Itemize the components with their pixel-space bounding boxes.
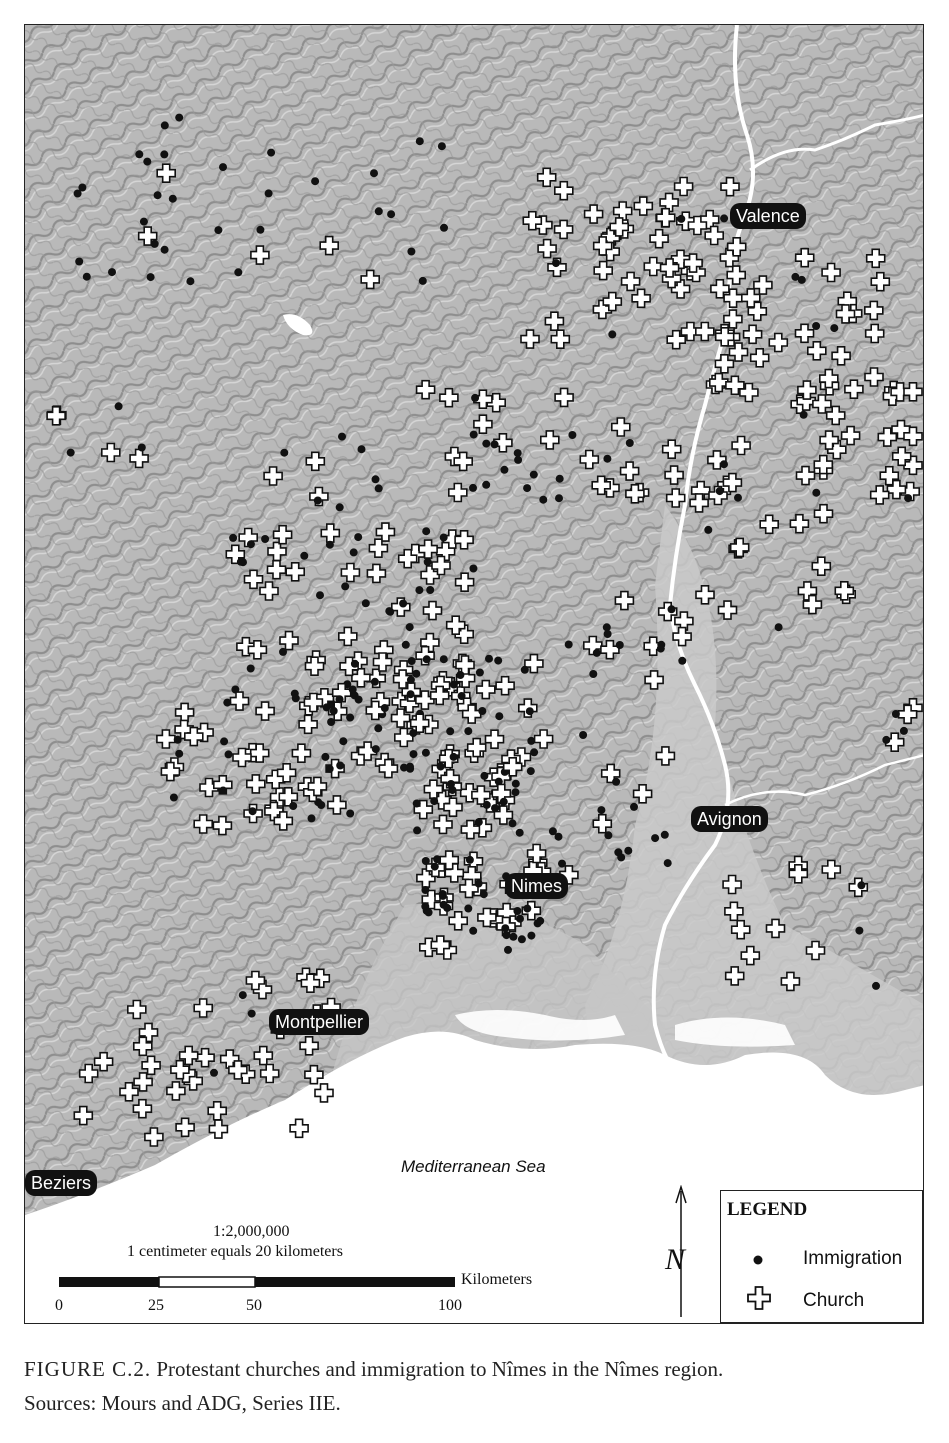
- immigration-dot: [565, 641, 573, 649]
- immigration-dot: [579, 731, 587, 739]
- immigration-dot: [370, 169, 378, 177]
- immigration-dot: [413, 800, 421, 808]
- immigration-dot: [661, 831, 669, 839]
- immigration-dot: [450, 753, 458, 761]
- immigration-dot: [261, 535, 269, 543]
- city-label-valence: Valence: [730, 203, 806, 229]
- immigration-dot: [509, 933, 517, 941]
- immigration-dot: [339, 737, 347, 745]
- immigration-dot: [175, 750, 183, 758]
- immigration-dot: [791, 273, 799, 281]
- immigration-dot: [75, 258, 83, 266]
- immigration-dot: [734, 494, 742, 502]
- immigration-dot: [169, 195, 177, 203]
- city-label-montpellier: Montpellier: [269, 1009, 369, 1035]
- immigration-dot: [430, 797, 438, 805]
- figure-label: FIGURE C.2.: [24, 1357, 152, 1381]
- immigration-dot: [433, 855, 441, 863]
- immigration-dot: [513, 907, 521, 915]
- immigration-dot: [475, 818, 483, 826]
- immigration-dot: [470, 431, 478, 439]
- immigration-dot: [678, 657, 686, 665]
- caption-sources: Sources: Mours and ADG, Series IIE.: [24, 1391, 341, 1415]
- immigration-dot: [800, 411, 808, 419]
- immigration-dot: [422, 527, 430, 535]
- legend-dot-icon: [751, 1253, 765, 1267]
- immigration-dot: [900, 727, 908, 735]
- figure-caption: [24, 1352, 934, 1420]
- immigration-dot: [443, 904, 451, 912]
- immigration-dot: [482, 440, 490, 448]
- scale-tick-100: 100: [438, 1297, 462, 1314]
- immigration-dot: [630, 803, 638, 811]
- immigration-dot: [469, 484, 477, 492]
- immigration-dot: [267, 149, 275, 157]
- immigration-dot: [556, 475, 564, 483]
- immigration-dot: [140, 218, 148, 226]
- immigration-dot: [424, 558, 432, 566]
- immigration-dot: [514, 449, 522, 457]
- immigration-dot: [387, 210, 395, 218]
- immigration-dot: [704, 526, 712, 534]
- immigration-dot: [358, 445, 366, 453]
- legend-title: LEGEND: [727, 1199, 808, 1220]
- immigration-dot: [354, 533, 362, 541]
- immigration-dot: [500, 798, 508, 806]
- immigration-dot: [526, 707, 534, 715]
- immigration-dot: [265, 189, 273, 197]
- immigration-dot: [657, 645, 665, 653]
- immigration-dot: [812, 322, 820, 330]
- immigration-dot: [555, 494, 563, 502]
- immigration-dot: [539, 496, 547, 504]
- immigration-dot: [408, 657, 416, 665]
- immigration-dot: [147, 273, 155, 281]
- immigration-dot: [527, 932, 535, 940]
- immigration-dot: [523, 905, 531, 913]
- caption-text: Protestant churches and immigration to Nîmes in the Nîmes region.: [156, 1357, 724, 1381]
- immigration-dot: [229, 534, 237, 542]
- immigration-dot: [608, 330, 616, 338]
- immigration-dot: [593, 649, 601, 657]
- immigration-dot: [375, 207, 383, 215]
- immigration-dot: [170, 794, 178, 802]
- scale-tick-25: 25: [148, 1297, 164, 1314]
- immigration-dot: [237, 558, 245, 566]
- immigration-dot: [239, 991, 247, 999]
- immigration-dot: [135, 150, 143, 158]
- immigration-dot: [530, 748, 538, 756]
- immigration-dot: [485, 655, 493, 663]
- immigration-dot: [249, 807, 257, 815]
- immigration-dot: [248, 1010, 256, 1018]
- immigration-dot: [426, 586, 434, 594]
- immigration-dot: [450, 681, 458, 689]
- legend-label-church: Church: [803, 1290, 865, 1311]
- immigration-dot: [219, 787, 227, 795]
- immigration-dot: [478, 707, 486, 715]
- immigration-dot: [514, 456, 522, 464]
- immigration-dot: [509, 819, 517, 827]
- immigration-dot: [407, 248, 415, 256]
- immigration-dot: [214, 226, 222, 234]
- immigration-dot: [677, 215, 685, 223]
- immigration-dot: [410, 750, 418, 758]
- immigration-dot: [292, 694, 300, 702]
- map-frame: [24, 24, 924, 1324]
- immigration-dot: [372, 745, 380, 753]
- immigration-dot: [256, 226, 264, 234]
- immigration-dot: [475, 880, 483, 888]
- immigration-dot: [720, 214, 728, 222]
- immigration-dot: [464, 905, 472, 913]
- immigration-dot: [154, 191, 162, 199]
- immigration-dot: [161, 246, 169, 254]
- immigration-dot: [321, 753, 329, 761]
- immigration-dot: [482, 481, 490, 489]
- scale-bar: [59, 1275, 459, 1289]
- immigration-dot: [446, 727, 454, 735]
- immigration-dot: [336, 762, 344, 770]
- immigration-dot: [407, 690, 415, 698]
- immigration-dot: [812, 489, 820, 497]
- immigration-dot: [220, 737, 228, 745]
- immigration-dot: [300, 552, 308, 560]
- immigration-dot: [336, 695, 344, 703]
- immigration-dot: [480, 772, 488, 780]
- scale-equivalence: 1 centimeter equals 20 kilometers: [127, 1243, 343, 1260]
- immigration-dot: [624, 847, 632, 855]
- scale-unit: Kilometers: [461, 1271, 533, 1288]
- immigration-dot: [416, 137, 424, 145]
- immigration-dot: [422, 857, 430, 865]
- immigration-dot: [523, 484, 531, 492]
- immigration-dot: [516, 915, 524, 923]
- immigration-dot: [892, 710, 900, 718]
- immigration-dot: [494, 657, 502, 665]
- immigration-dot: [314, 497, 322, 505]
- immigration-dot: [597, 806, 605, 814]
- immigration-dot: [872, 982, 880, 990]
- immigration-dot: [716, 487, 724, 495]
- immigration-dot: [372, 475, 380, 483]
- immigration-dot: [346, 810, 354, 818]
- immigration-dot: [464, 727, 472, 735]
- immigration-dot: [437, 763, 445, 771]
- immigration-dot: [500, 466, 508, 474]
- immigration-dot: [612, 778, 620, 786]
- immigration-dot: [589, 670, 597, 678]
- immigration-dot: [458, 692, 466, 700]
- immigration-dot: [502, 931, 510, 939]
- legend: [720, 1190, 923, 1323]
- immigration-dot: [904, 494, 912, 502]
- legend-label-immigration: Immigration: [803, 1248, 903, 1269]
- city-label-beziers: Beziers: [25, 1170, 97, 1196]
- immigration-dot: [491, 440, 499, 448]
- immigration-dot: [223, 699, 231, 707]
- immigration-dot: [855, 927, 863, 935]
- immigration-dot: [668, 605, 676, 613]
- immigration-dot: [491, 804, 499, 812]
- immigration-dot: [351, 660, 359, 668]
- immigration-dot: [407, 676, 415, 684]
- immigration-dot: [174, 736, 182, 744]
- immigration-dot: [480, 890, 488, 898]
- immigration-dot: [536, 917, 544, 925]
- immigration-dot: [279, 648, 287, 656]
- immigration-dot: [882, 736, 890, 744]
- immigration-dot: [67, 449, 75, 457]
- immigration-dot: [402, 641, 410, 649]
- immigration-dot: [501, 924, 509, 932]
- north-letter: N: [665, 1243, 686, 1276]
- immigration-dot: [440, 655, 448, 663]
- immigration-dot: [406, 623, 414, 631]
- immigration-dot: [336, 503, 344, 511]
- immigration-dot: [422, 749, 430, 757]
- immigration-dot: [108, 268, 116, 276]
- immigration-dot: [327, 718, 335, 726]
- immigration-dot: [371, 678, 379, 686]
- immigration-dot: [151, 240, 159, 248]
- immigration-dot: [399, 600, 407, 608]
- immigration-dot: [308, 814, 316, 822]
- immigration-dot: [350, 548, 358, 556]
- immigration-dot: [527, 767, 535, 775]
- immigration-dot: [568, 431, 576, 439]
- immigration-dot: [504, 946, 512, 954]
- immigration-dot: [616, 641, 624, 649]
- city-label-avignon: Avignon: [691, 806, 768, 832]
- immigration-dot: [323, 703, 331, 711]
- immigration-dot: [530, 471, 538, 479]
- immigration-dot: [74, 190, 82, 198]
- immigration-dot: [857, 881, 865, 889]
- immigration-dot: [210, 1069, 218, 1077]
- immigration-dot: [415, 586, 423, 594]
- immigration-dot: [362, 599, 370, 607]
- scale-tick-50: 50: [246, 1297, 262, 1314]
- legend-cross-icon: [746, 1285, 772, 1311]
- immigration-dot: [247, 540, 255, 548]
- immigration-dot: [247, 665, 255, 673]
- immigration-dot: [471, 394, 479, 402]
- immigration-dot: [330, 707, 338, 715]
- immigration-dot: [138, 444, 146, 452]
- immigration-dot: [349, 686, 357, 694]
- immigration-dot: [438, 142, 446, 150]
- immigration-dot: [409, 729, 417, 737]
- immigration-dot: [412, 670, 420, 678]
- immigration-dot: [604, 831, 612, 839]
- immigration-dot: [289, 802, 297, 810]
- immigration-dot: [617, 853, 625, 861]
- immigration-dot: [603, 455, 611, 463]
- immigration-dot: [775, 623, 783, 631]
- immigration-dot: [326, 765, 334, 773]
- immigration-dot: [219, 163, 227, 171]
- immigration-dot: [326, 541, 334, 549]
- immigration-dot: [143, 158, 151, 166]
- immigration-dot: [456, 671, 464, 679]
- immigration-dot: [549, 827, 557, 835]
- immigration-dot: [186, 277, 194, 285]
- immigration-dot: [512, 788, 520, 796]
- immigration-dot: [431, 863, 439, 871]
- immigration-dot: [316, 591, 324, 599]
- immigration-dot: [830, 324, 838, 332]
- immigration-dot: [439, 892, 447, 900]
- immigration-dot: [280, 449, 288, 457]
- immigration-dot: [466, 856, 474, 864]
- immigration-dot: [225, 750, 233, 758]
- immigration-dot: [516, 829, 524, 837]
- immigration-dot: [374, 724, 382, 732]
- immigration-dot: [381, 704, 389, 712]
- immigration-dot: [558, 860, 566, 868]
- immigration-dot: [375, 484, 383, 492]
- scale-ratio: 1:2,000,000: [213, 1223, 290, 1240]
- immigration-dot: [385, 607, 393, 615]
- immigration-dot: [311, 177, 319, 185]
- immigration-dot: [495, 712, 503, 720]
- immigration-dot: [483, 801, 491, 809]
- immigration-dot: [447, 780, 455, 788]
- scale-tick-0: 0: [55, 1297, 63, 1314]
- immigration-dot: [512, 780, 520, 788]
- immigration-dot: [419, 277, 427, 285]
- immigration-dot: [115, 402, 123, 410]
- immigration-dot: [521, 666, 529, 674]
- immigration-dot: [604, 630, 612, 638]
- immigration-dot: [400, 764, 408, 772]
- immigration-dot: [338, 433, 346, 441]
- city-label-nimes: Nimes: [505, 873, 568, 899]
- immigration-dot: [160, 150, 168, 158]
- immigration-dot: [425, 908, 433, 916]
- immigration-dot: [626, 439, 634, 447]
- immigration-dot: [234, 268, 242, 276]
- immigration-dot: [476, 669, 484, 677]
- immigration-dot: [552, 259, 560, 267]
- immigration-dot: [720, 460, 728, 468]
- immigration-dot: [161, 121, 169, 129]
- sea-label: Mediterranean Sea: [401, 1157, 546, 1176]
- immigration-dot: [469, 565, 477, 573]
- immigration-dot: [518, 935, 526, 943]
- immigration-dot: [651, 834, 659, 842]
- immigration-dot: [341, 582, 349, 590]
- immigration-dot: [423, 655, 431, 663]
- immigration-dot: [355, 696, 363, 704]
- immigration-dot: [664, 859, 672, 867]
- immigration-dot: [175, 114, 183, 122]
- immigration-dot: [440, 534, 448, 542]
- immigration-dot: [440, 224, 448, 232]
- immigration-dot: [346, 714, 354, 722]
- immigration-dot: [83, 273, 91, 281]
- immigration-dot: [421, 886, 429, 894]
- immigration-dot: [413, 826, 421, 834]
- immigration-dot: [469, 927, 477, 935]
